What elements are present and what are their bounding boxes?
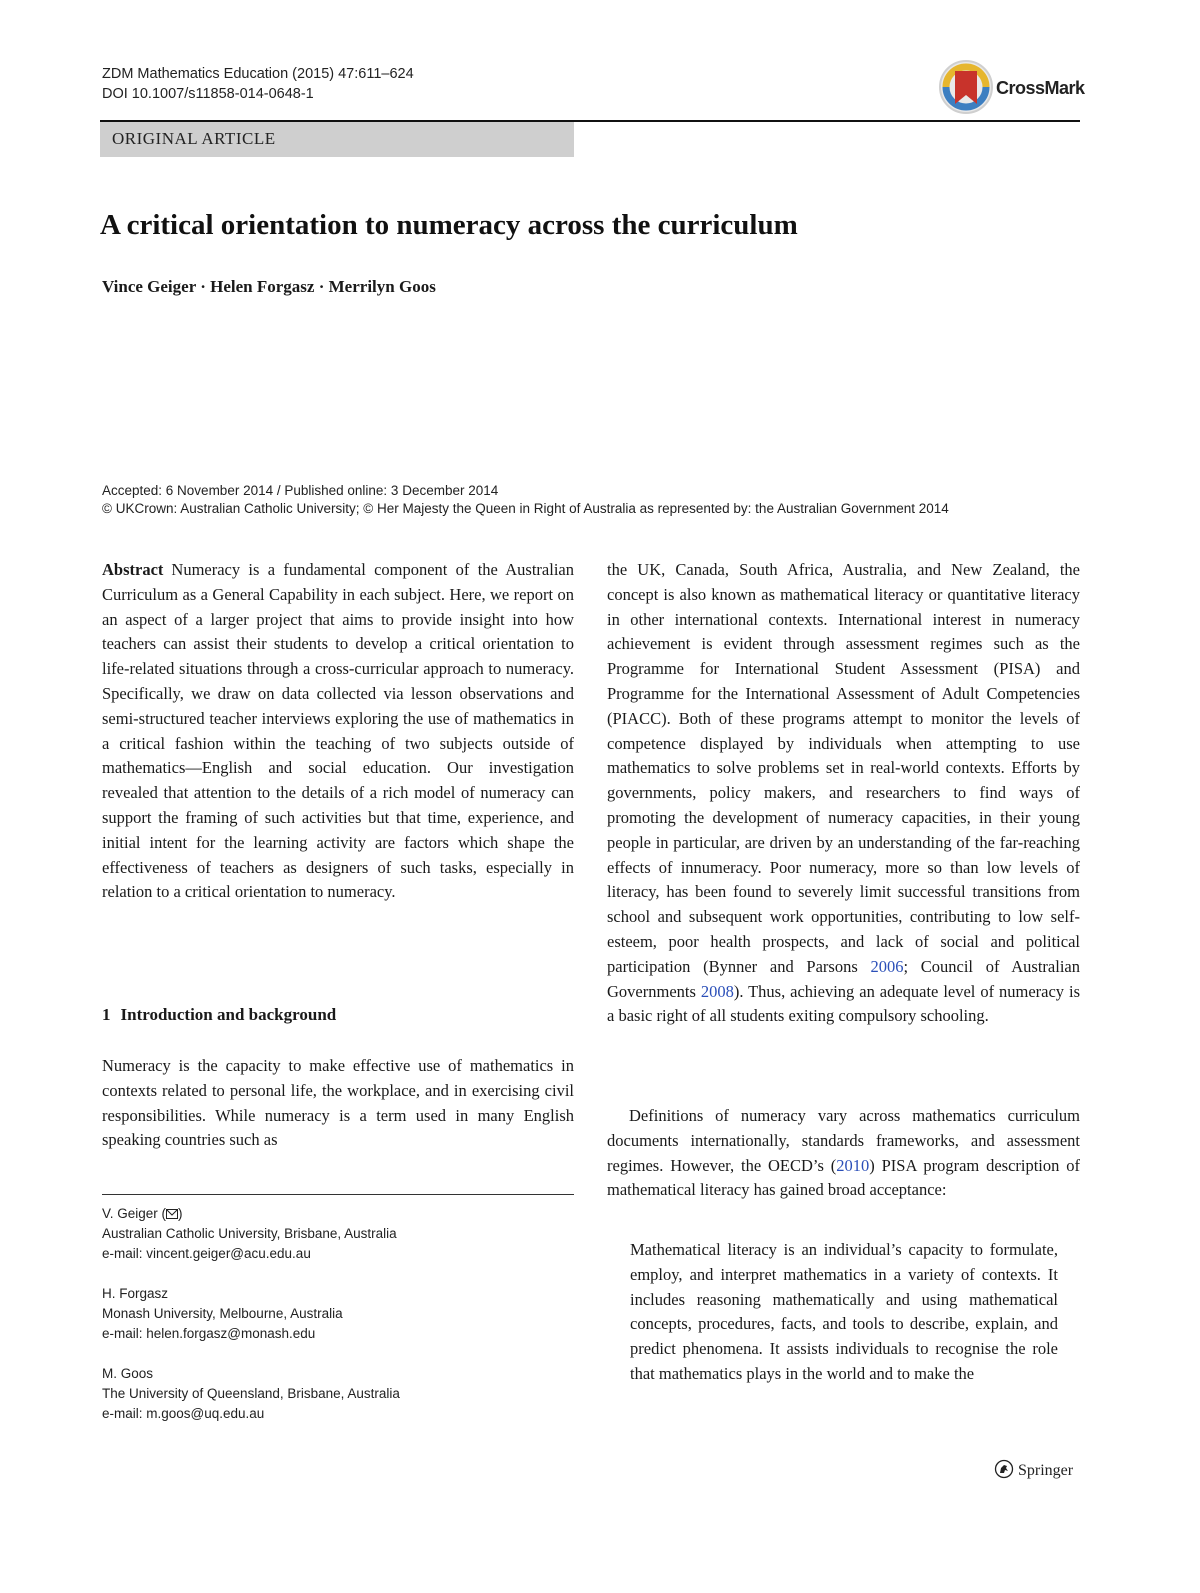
affiliation-name: V. Geiger <box>102 1206 158 1221</box>
author-separator: · <box>318 277 325 296</box>
body-text: Definitions of numeracy vary across mathematics curriculum documents internationally, standards frameworks, and assessment regimes. However, the OECD’s ( <box>607 1106 1080 1175</box>
section-title: Introduction and background <box>120 1005 337 1024</box>
section-heading <box>102 1003 336 1027</box>
body-paragraph <box>607 558 1080 1029</box>
abstract-label: Abstract <box>102 560 164 579</box>
body-text: ; Council of Australian Governments <box>607 956 1080 1001</box>
author-name[interactable]: Vince Geiger <box>102 277 196 296</box>
quote-text: Mathematical literacy is an individual’s capacity to formulate, employ, and interpret mathematics in a variety of contexts. It includes reasoning mathematically and using mathematical concepts, procedures, facts, and tools to describe, explain, and predict phenomena. It assists individuals to recognise the role that mathematics plays in the world and to make the <box>630 1240 1058 1383</box>
affiliation-institution: Monash University, Melbourne, Australia <box>102 1306 343 1321</box>
author-name[interactable]: Helen Forgasz <box>210 277 315 296</box>
body-text: ). Thus, achieving an adequate level of numeracy is a basic right of all students exiting compulsory schooling. <box>607 981 1080 1026</box>
body-paragraph <box>607 1104 1080 1203</box>
section-number: 1 <box>102 1005 111 1024</box>
affiliation-name: H. Forgasz <box>102 1286 169 1301</box>
affiliation-name: M. Goos <box>102 1366 154 1381</box>
crossmark-icon <box>938 58 998 116</box>
abstract-text: Numeracy is a fundamental component of the Australian Curriculum as a General Capability in each subject. Here, we report on an aspect of a larger project that aims to provide insight into how teachers can assist their students to develop a critical orientation to life-related situations through a cross-curricular approach to numeracy. Specifically, we draw on data collected via lesson observations and semi-structured teacher interviews exploring the use of mathematics in a critical fashion within the teaching of two subjects outside of mathematics—English and social education. Our investigation revealed that attention to the details of a rich model of numeracy can support the framing of such activities but that time, experience, and initial intent for the learning activity are factors which shape the effectiveness of teachers as designers of such tasks, especially in relation to a critical orientation to numeracy. <box>102 560 574 902</box>
affiliation-institution: Australian Catholic University, Brisbane, Australia <box>102 1226 397 1241</box>
affiliation-email[interactable]: e-mail: m.goos@uq.edu.au <box>102 1406 265 1421</box>
author-name[interactable]: Merrilyn Goos <box>328 277 436 296</box>
publisher-name: Springer <box>1018 1462 1074 1479</box>
crossmark-label: CrossMark <box>996 78 1085 98</box>
footnote-rule <box>102 1194 574 1195</box>
block-quote <box>630 1238 1058 1387</box>
affiliation-email[interactable]: e-mail: helen.forgasz@monash.edu <box>102 1326 316 1341</box>
publisher-logo <box>994 1459 1073 1482</box>
affiliation <box>102 1364 400 1424</box>
article-title: A critical orientation to numeracy across the curriculum <box>100 209 798 241</box>
article-type: ORIGINAL ARTICLE <box>112 129 276 148</box>
citation-link[interactable]: 2008 <box>700 981 734 1001</box>
citation-link[interactable]: 2006 <box>870 956 904 976</box>
citation-link[interactable]: 2010 <box>836 1155 870 1175</box>
publication-dates: Accepted: 6 November 2014 / Published online: 3 December 2014 <box>102 483 499 498</box>
envelope-icon <box>166 1209 178 1219</box>
affiliation: V. Geiger ( ) Australian Catholic University, Brisbane, Australia e-mail: vincent.geiger@acu.edu.au <box>102 1204 397 1264</box>
abstract <box>102 558 574 905</box>
author-list <box>102 276 436 298</box>
intro-paragraph <box>102 1054 574 1153</box>
journal-citation: ZDM Mathematics Education (2015) 47:611–624 <box>102 66 414 82</box>
body-text: the UK, Canada, South Africa, Australia, and New Zealand, the concept is also known as mathematical literacy or quantitative literacy in other international contexts. International interest in numeracy achievement is evident through assessment regimes such as the Programme for International Student Assessment (PISA) and Programme for the International Assessment of Adult Competencies (PIACC). Both of these programs attempt to monitor the levels of competence displayed by individuals when attempting to use mathematics to solve problems set in real-world contexts. Efforts by governments, policy makers, and researchers to find ways of promoting the development of numeracy capacities, in their young people in particular, are driven by an understanding of the far-reaching effects of innumeracy. Poor numeracy, more so than low levels of literacy, has been found to severely limit successful transitions from school and subsequent work opportunities, contributing to low self-esteem, poor health prospects, and lack of social and political participation (Bynner and Parsons <box>607 560 1080 976</box>
affiliation <box>102 1284 343 1344</box>
copyright-notice: © UKCrown: Australian Catholic University; © Her Majesty the Queen in Right of Australia as represented by: the Australian Government 2014 <box>102 501 949 516</box>
body-text: ) PISA program description of mathematical literacy has gained broad acceptance: <box>607 1155 1080 1200</box>
affiliation-email[interactable]: e-mail: vincent.geiger@acu.edu.au <box>102 1246 311 1261</box>
intro-text: Numeracy is the capacity to make effective use of mathematics in contexts related to personal life, the workplace, and in exercising civil responsibilities. While numeracy is a term used in many English speaking countries such as <box>102 1056 574 1150</box>
affiliation-institution: The University of Queensland, Brisbane, Australia <box>102 1386 400 1401</box>
springer-horse-icon <box>994 1459 1014 1479</box>
author-separator: · <box>200 277 206 296</box>
doi-link[interactable]: DOI 10.1007/s11858-014-0648-1 <box>102 86 314 102</box>
